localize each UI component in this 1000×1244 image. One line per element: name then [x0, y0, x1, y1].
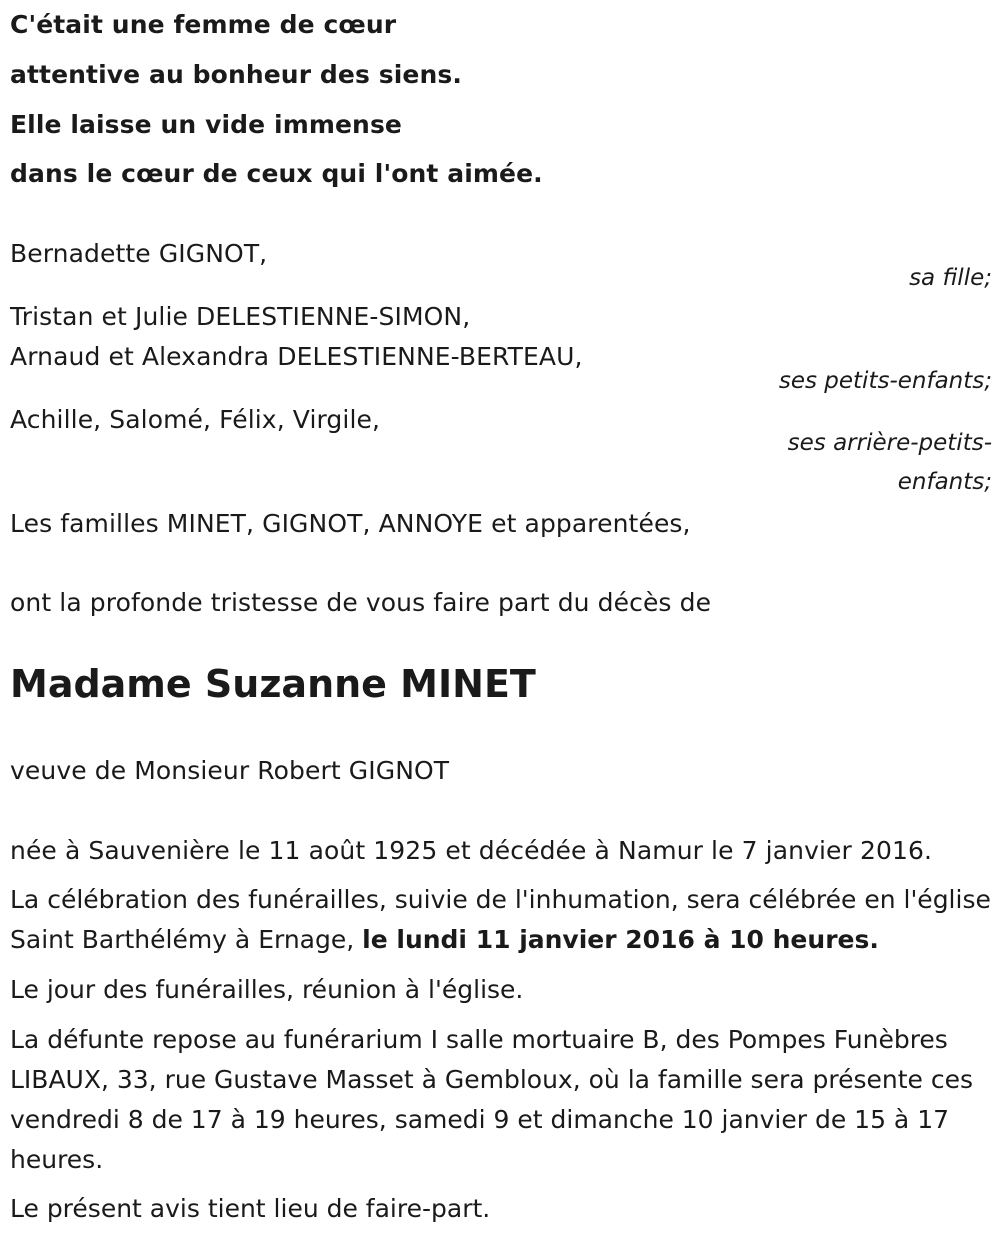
grandchildren-names-1: Tristan et Julie DELESTIENNE-SIMON, [10, 302, 471, 331]
great-grandchildren-names: Achille, Salomé, Félix, Virgile, [10, 405, 381, 434]
great-grandchildren-role: ses arrière-petits-enfants; [787, 430, 992, 495]
daughter-name: Bernadette GIGNOT, [10, 239, 268, 268]
notice-paragraph: Le présent avis tient lieu de faire-part. [10, 1194, 491, 1223]
poem-line-2: attentive au bonheur des siens. [10, 60, 462, 89]
grandchildren-names-2: Arnaud et Alexandra DELESTIENNE-BERTEAU, [10, 342, 583, 371]
birth-death: née à Sauvenière le 11 août 1925 et décédée à Namur le 7 janvier 2016. [10, 836, 933, 865]
poem-line-1: C'était une femme de cœur [10, 10, 397, 39]
celebration-paragraph [10, 880, 992, 960]
deceased-name: Madame Suzanne MINET [10, 662, 536, 706]
poem-line-4: dans le cœur de ceux qui l'ont aimée. [10, 159, 543, 188]
extended-families: Les familles MINET, GIGNOT, ANNOYE et apparentées, [10, 509, 691, 538]
meeting-paragraph: Le jour des funérailles, réunion à l'église. [10, 975, 524, 1004]
announcement-text: ont la profonde tristesse de vous faire part du décès de [10, 588, 712, 617]
celebration-text: La célébration des funérailles, suivie de l'inhumation, sera célébrée en l'église Saint Barthélémy à Ernage, [10, 885, 991, 954]
widow-of: veuve de Monsieur Robert GIGNOT [10, 756, 450, 785]
daughter-role: sa fille; [909, 265, 992, 291]
poem-line-3: Elle laisse un vide immense [10, 110, 402, 139]
grandchildren-role: ses petits-enfants; [778, 368, 992, 394]
celebration-date: le lundi 11 janvier 2016 à 10 heures. [362, 925, 879, 954]
rest-paragraph: La défunte repose au funérarium I salle mortuaire B, des Pompes Funèbres LIBAUX, 33, rue Gustave Masset à Gembloux, où la famille sera présente ces vendredi 8 de 17 à 19 heures, samedi 9 et dimanche 10 janvier de 15 à 17 heures. [10, 1025, 974, 1174]
